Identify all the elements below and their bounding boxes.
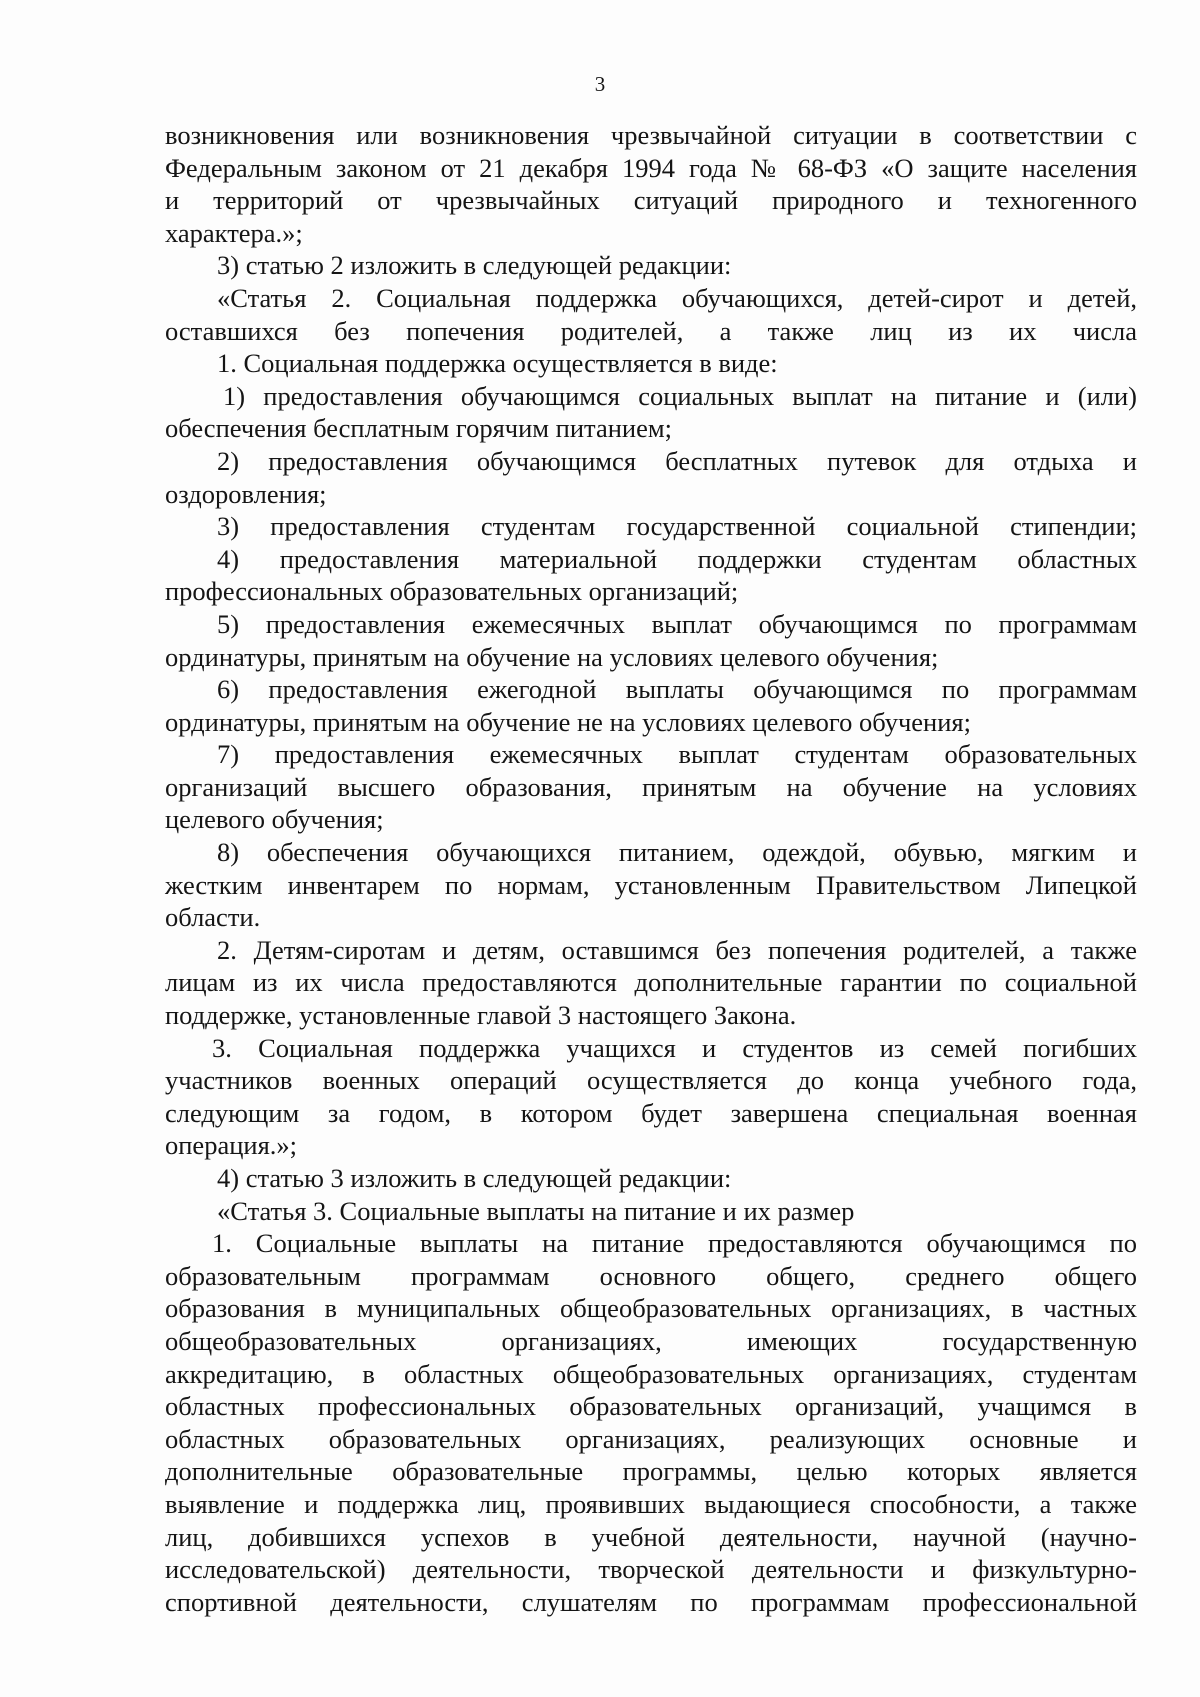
text-line: областных образовательных организациях, реализующих основные и — [165, 1423, 1137, 1454]
text-line: 4) предоставления материальной поддержки студентам областных — [217, 543, 1137, 574]
text-line: организаций высшего образования, принятым на обучение на условиях — [165, 771, 1137, 802]
text-line: оставшихся без попечения родителей, а также лиц из их числа — [165, 315, 1137, 346]
page-number: 3 — [594, 72, 606, 96]
text-line: профессиональных образовательных организаций; — [165, 576, 739, 607]
text-line: 6) предоставления ежегодной выплаты обучающимся по программам — [217, 674, 1137, 705]
text-line: и территорий от чрезвычайных ситуаций природного и техногенного — [165, 185, 1137, 216]
text-line: лиц, добившихся успехов в учебной деятельности, научной (научно- — [165, 1521, 1137, 1552]
text-line: общеобразовательных организациях, имеющих государственную — [165, 1325, 1137, 1356]
text-line: поддержке, установленные главой 3 настоящего Закона. — [165, 1000, 797, 1031]
text-line: 1) предоставления обучающимся социальных выплат на питание и (или) — [223, 380, 1137, 411]
text-line: аккредитацию, в областных общеобразовательных организациях, студентам — [165, 1358, 1137, 1389]
text-line: лицам из их числа предоставляются дополнительные гарантии по социальной — [165, 967, 1137, 998]
text-line: ординатуры, принятым на обучение не на условиях целевого обучения; — [165, 706, 971, 737]
text-line: Федеральным законом от 21 декабря 1994 года № 68-ФЗ «О защите населения — [165, 152, 1137, 183]
text-line: образовательным программам основного общего, среднего общего — [165, 1260, 1137, 1291]
text-line: выявление и поддержка лиц, проявивших выдающиеся способности, а также — [165, 1488, 1137, 1519]
text-line: дополнительные образовательные программы, целью которых является — [165, 1456, 1137, 1487]
text-line: исследовательской) деятельности, творческой деятельности и физкультурно- — [165, 1554, 1137, 1585]
text-line: 7) предоставления ежемесячных выплат студентам образовательных — [217, 739, 1137, 770]
text-line: 5) предоставления ежемесячных выплат обучающимся по программам — [217, 608, 1137, 639]
text-line: 2. Детям-сиротам и детям, оставшимся без попечения родителей, а также — [217, 934, 1137, 965]
text-line: операция.»; — [165, 1130, 297, 1161]
text-line: 3) статью 2 изложить в следующей редакции: — [217, 250, 732, 281]
text-line: оздоровления; — [165, 478, 327, 509]
text-line: «Статья 2. Социальная поддержка обучающихся, детей-сирот и детей, — [217, 282, 1137, 313]
text-line: характера.»; — [165, 217, 303, 248]
text-line: возникновения или возникновения чрезвычайной ситуации в соответствии с — [165, 120, 1137, 150]
text-line: ординатуры, принятым на обучение на условиях целевого обучения; — [165, 641, 939, 672]
text-line: жестким инвентарем по нормам, установленным Правительством Липецкой — [165, 869, 1137, 900]
text-line: целевого обучения; — [165, 804, 384, 835]
text-line: участников военных операций осуществляется до конца учебного года, — [165, 1065, 1137, 1096]
text-line: 4) статью 3 изложить в следующей редакции: — [217, 1163, 732, 1193]
text-line: следующим за годом, в котором будет завершена специальная военная — [165, 1097, 1137, 1128]
text-line: 3) предоставления студентам государственной социальной стипендии; — [217, 511, 1137, 542]
document-body — [165, 119, 1137, 1618]
text-line: 8) обеспечения обучающихся питанием, одеждой, обувью, мягким и — [217, 837, 1137, 868]
text-line: областных профессиональных образовательных организаций, учащимся в — [165, 1391, 1137, 1422]
text-line: «Статья 3. Социальные выплаты на питание и их размер — [217, 1195, 855, 1226]
text-line: образования в муниципальных общеобразовательных организациях, в частных — [165, 1293, 1137, 1324]
text-line: 3. Социальная поддержка учащихся и студентов из семей погибших — [212, 1032, 1137, 1063]
text-line: обеспечения бесплатным горячим питанием; — [165, 413, 672, 444]
text-line: 2) предоставления обучающимся бесплатных путевок для отдыха и — [217, 445, 1137, 476]
text-line: 1. Социальная поддержка осуществляется в виде: — [217, 348, 778, 379]
text-line: области. — [165, 902, 261, 933]
text-line: 1. Социальные выплаты на питание предоставляются обучающимся по — [212, 1228, 1137, 1259]
text-line: спортивной деятельности, слушателям по программам профессиональной — [165, 1586, 1137, 1617]
